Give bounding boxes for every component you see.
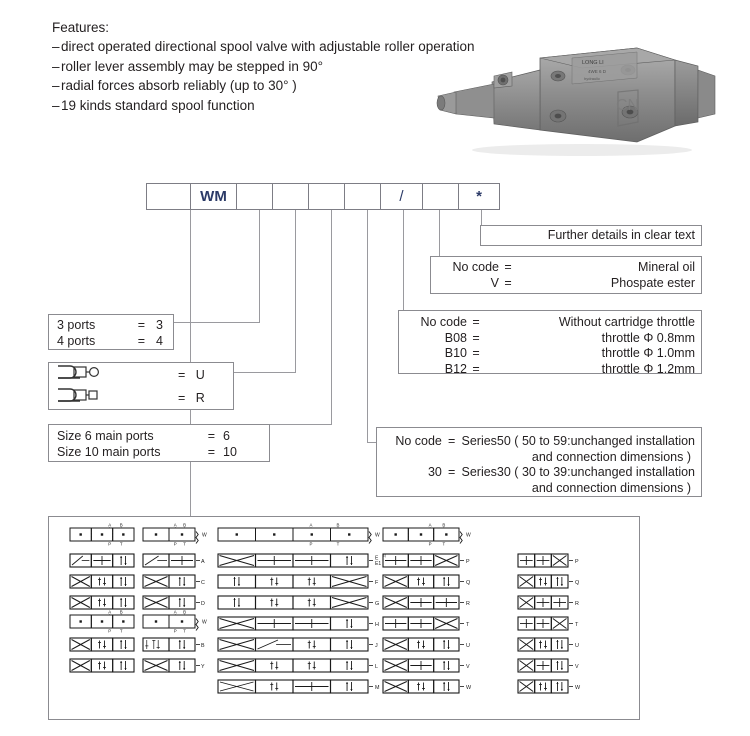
svg-text:Q: Q	[466, 580, 471, 586]
code-cell-asterisk[interactable]: *	[458, 183, 500, 210]
equals-sign: =	[472, 315, 480, 329]
svg-text:B: B	[201, 643, 205, 649]
feature-text: radial forces absorb reliably (up to 30° )	[61, 78, 297, 93]
throttle-value: Without cartridge throttle	[558, 315, 695, 329]
equals-sign: =	[504, 260, 512, 274]
equals-sign: =	[472, 346, 480, 360]
equals-sign: =	[472, 330, 480, 345]
throttle-code: No code	[420, 315, 467, 329]
svg-text:P: P	[173, 628, 177, 634]
series-code: 30	[427, 465, 442, 479]
spool-symbol-canvas	[48, 516, 640, 720]
connector-line	[259, 210, 260, 322]
series-value: Series30 ( 30 to 39:unchanged installation	[461, 465, 695, 479]
series-cont: and connection dimensions )	[531, 480, 691, 495]
ports-row	[57, 318, 173, 334]
throttle-box	[398, 310, 702, 374]
throttle-code: B10	[444, 346, 467, 360]
feature-text: direct operated directional spool valve with adjustable roller operation	[61, 39, 475, 54]
connector-line	[295, 210, 296, 372]
fluid-row	[443, 276, 695, 292]
svg-text:E: E	[375, 555, 379, 562]
series-box	[376, 427, 702, 497]
fluid-value: Phospate ester	[610, 275, 695, 290]
series-row-cont	[387, 450, 695, 466]
feature-item: –direct operated directional spool valve with adjustable roller operation	[52, 39, 475, 54]
series-row	[387, 434, 695, 450]
connector-line	[174, 322, 260, 323]
svg-text:W: W	[466, 685, 472, 691]
svg-text:T: T	[183, 541, 186, 547]
fluid-value: Mineral oil	[638, 260, 695, 274]
throttle-code: B12	[444, 361, 467, 376]
size-row	[57, 445, 269, 461]
svg-text:T: T	[466, 622, 470, 628]
ports-label: 4 ports	[57, 333, 96, 348]
svg-text:C: C	[201, 580, 205, 586]
svg-text:P: P	[428, 541, 432, 547]
series-row	[387, 465, 695, 481]
svg-text:P: P	[108, 541, 112, 547]
size-box	[48, 424, 270, 462]
fluid-code: No code	[452, 260, 499, 274]
code-cell-wm[interactable]: WM	[190, 183, 236, 210]
throttle-row	[411, 315, 695, 331]
roller-value: U	[195, 367, 205, 382]
svg-text:U: U	[575, 643, 579, 649]
svg-text:W: W	[575, 685, 581, 691]
svg-text:hydraulic: hydraulic	[584, 76, 601, 81]
roller-lever-round-icon	[49, 362, 120, 387]
svg-text:W: W	[375, 532, 380, 539]
size-value: 10	[223, 444, 237, 459]
svg-text:U: U	[466, 643, 470, 649]
product-photo	[432, 30, 722, 165]
svg-text:M: M	[375, 685, 380, 691]
roller-lever-plunger-icon	[49, 385, 120, 410]
code-cell-3[interactable]	[272, 183, 308, 210]
svg-text:J: J	[375, 643, 378, 649]
connector-line	[270, 424, 332, 425]
svg-text:P: P	[575, 559, 579, 565]
svg-text:Y: Y	[201, 664, 205, 670]
svg-text:W: W	[202, 619, 207, 626]
features-title: Features:	[52, 20, 110, 35]
svg-text:P: P	[173, 541, 177, 547]
series-cont: and connection dimensions )	[531, 449, 691, 464]
svg-text:P: P	[108, 628, 112, 634]
feature-item: –19 kinds standard spool function	[52, 97, 255, 113]
svg-text:L: L	[375, 664, 378, 670]
ordering-code-bar	[146, 183, 500, 210]
roller-eq-u	[120, 368, 233, 382]
size-value: 6	[223, 429, 230, 443]
roller-row	[49, 363, 233, 386]
svg-text:B: B	[119, 609, 123, 615]
svg-text:A: A	[428, 522, 432, 528]
equals-sign: =	[137, 333, 145, 348]
throttle-value: throttle Φ 1.0mm	[601, 346, 695, 360]
fluid-code: V	[490, 275, 499, 290]
svg-text:R: R	[466, 601, 470, 607]
svg-text:CN: CN	[616, 97, 640, 114]
throttle-row	[411, 362, 695, 378]
svg-text:T: T	[183, 628, 186, 634]
code-cell-0[interactable]	[146, 183, 190, 210]
svg-text:E1: E1	[375, 561, 382, 567]
equals-sign: =	[448, 465, 456, 479]
feature-item: –radial forces absorb reliably (up to 30° )	[52, 78, 297, 93]
feature-text: 19 kinds standard spool function	[61, 97, 255, 113]
ports-label: 3 ports	[57, 318, 96, 332]
svg-text:A: A	[201, 559, 205, 565]
svg-text:B: B	[183, 609, 187, 615]
ports-value: 4	[156, 333, 163, 348]
fluid-row	[443, 260, 695, 276]
svg-text:A: A	[173, 522, 177, 528]
equals-sign: =	[472, 361, 480, 376]
svg-text:V: V	[466, 664, 470, 670]
series-code: No code	[395, 434, 442, 448]
feature-text: roller lever assembly may be stepped in 90°	[61, 58, 324, 74]
svg-text:B: B	[336, 522, 340, 528]
code-cell-5[interactable]	[344, 183, 380, 210]
svg-text:P: P	[309, 541, 313, 547]
svg-text:1): 1)	[383, 553, 387, 558]
equals-sign: =	[504, 275, 512, 290]
svg-text:B: B	[183, 522, 187, 528]
svg-text:H: H	[375, 622, 379, 628]
code-cell-7[interactable]	[422, 183, 458, 210]
feature-item: –roller lever assembly may be stepped in 90°	[52, 58, 324, 74]
svg-text:W: W	[202, 532, 207, 539]
equals-sign: =	[178, 367, 186, 382]
equals-sign: =	[207, 444, 215, 459]
fluid-type-box	[430, 256, 702, 294]
further-details-box	[480, 225, 702, 246]
roller-value: R	[195, 390, 205, 405]
svg-text:G: G	[375, 601, 380, 607]
connector-line	[403, 210, 404, 322]
throttle-value: throttle Φ 1.2mm	[601, 361, 695, 376]
further-details-text: Further details in clear text	[547, 228, 695, 242]
svg-text:LONG LI: LONG LI	[582, 60, 604, 66]
connector-line	[331, 210, 332, 424]
throttle-value: throttle Φ 0.8mm	[601, 330, 695, 345]
throttle-row	[411, 346, 695, 362]
svg-text:A: A	[108, 522, 112, 528]
svg-text:T: T	[336, 541, 340, 547]
svg-text:T: T	[575, 622, 579, 628]
ports-value: 3	[156, 318, 163, 332]
roller-eq-r	[120, 391, 233, 405]
svg-text:V: V	[575, 664, 579, 670]
throttle-row	[411, 331, 695, 347]
svg-text:P: P	[466, 559, 470, 565]
connector-line	[234, 372, 296, 373]
svg-text:T: T	[119, 628, 123, 634]
svg-text:W: W	[466, 532, 471, 539]
size-label: Size 10 main ports	[57, 444, 161, 459]
svg-text:4WE 6 D: 4WE 6 D	[588, 69, 607, 74]
code-cell-2[interactable]	[236, 183, 272, 210]
series-row-cont	[387, 481, 695, 497]
code-cell-4[interactable]	[308, 183, 344, 210]
svg-text:A: A	[173, 609, 177, 615]
ports-box	[48, 314, 174, 350]
svg-text:A: A	[309, 522, 313, 528]
equals-sign: =	[178, 390, 186, 405]
roller-type-box	[48, 362, 234, 410]
code-cell-slash[interactable]: /	[380, 183, 422, 210]
equals-sign: =	[137, 318, 145, 332]
features-block	[52, 18, 482, 115]
size-label: Size 6 main ports	[57, 429, 154, 443]
svg-text:T: T	[119, 541, 123, 547]
roller-row	[49, 386, 233, 409]
connector-line	[367, 210, 368, 442]
throttle-code: B08	[444, 330, 467, 345]
size-row	[57, 429, 269, 445]
svg-text:D: D	[201, 601, 205, 607]
ports-row	[57, 334, 173, 350]
svg-text:F: F	[375, 580, 379, 586]
svg-text:A: A	[108, 609, 112, 615]
equals-sign: =	[207, 429, 215, 443]
svg-text:R: R	[575, 601, 579, 607]
svg-text:Q: Q	[575, 580, 580, 586]
svg-text:T: T	[442, 541, 446, 547]
svg-text:B: B	[442, 522, 446, 528]
equals-sign: =	[448, 434, 456, 448]
svg-text:B: B	[119, 522, 123, 528]
series-value: Series50 ( 50 to 59:unchanged installation	[461, 434, 695, 448]
